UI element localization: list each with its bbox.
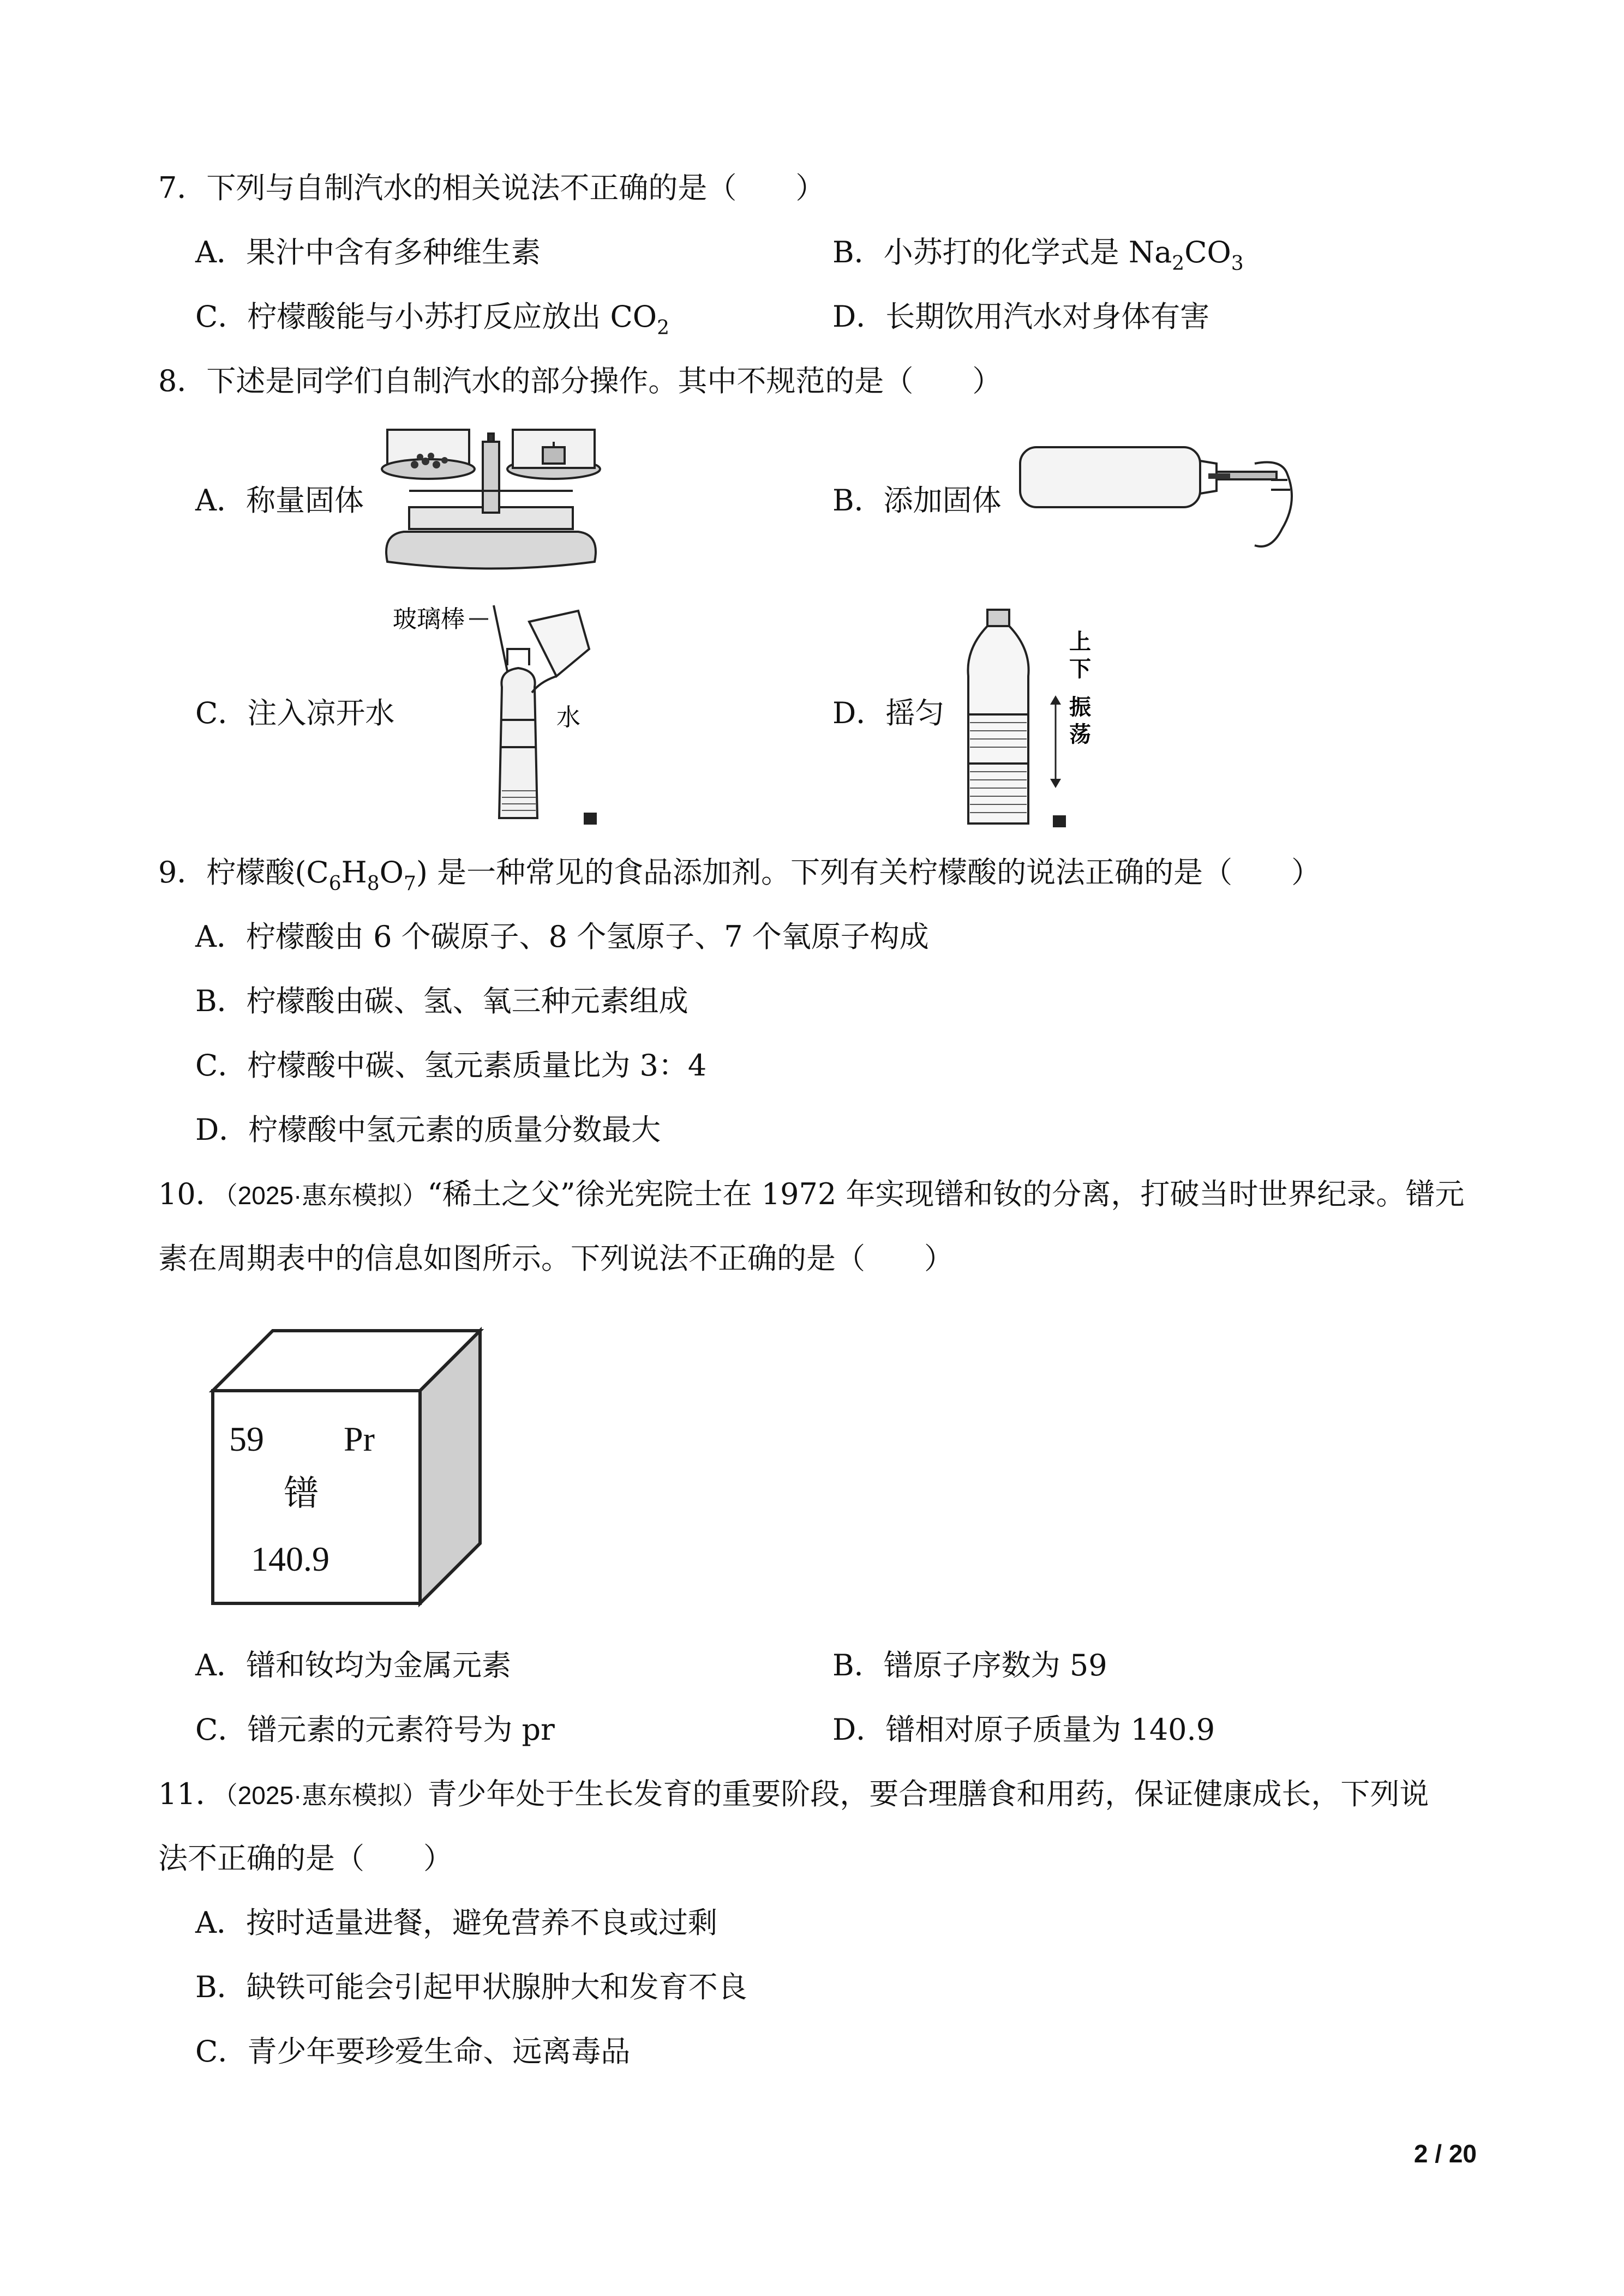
q8-option-a: A．称量固体 [195, 483, 364, 518]
q9-option-d: D．柠檬酸中氢元素的质量分数最大 [195, 1113, 661, 1147]
element-cell-praseodymium [207, 1325, 491, 1609]
q11-option-c: C．青少年要珍爱生命、远离毒品 [195, 2034, 631, 2069]
page-number: 2 / 20 [1413, 2139, 1477, 2168]
q10-stem-line2: 素在周期表中的信息如图所示。下列说法不正确的是（ ） [158, 1241, 954, 1276]
q9-stem: 9．柠檬酸$(C_6H_8O_7)$ 是一种常见的食品添加剂。下列有关柠檬酸的说法正确的是（ ） [158, 855, 1321, 895]
shake-label-down: 下 [1069, 657, 1091, 682]
water-label: 水 [556, 704, 580, 731]
q10-option-a: A．镨和钕均为金属元素 [195, 1648, 511, 1682]
shaking-bottle-figure [960, 605, 1124, 834]
q9-option-c: C．柠檬酸中碳、氢元素质量比为 3：4 [195, 1048, 707, 1083]
q11-stem-line2: 法不正确的是（ ） [158, 1841, 453, 1876]
q8-stem: 8．下述是同学们自制汽水的部分操作。其中不规范的是（ ） [158, 364, 1002, 398]
q7-option-c: C．柠檬酸能与小苏打反应放出 $CO_2$ [195, 299, 669, 339]
shake-label-shake2: 荡 [1069, 722, 1091, 747]
pouring-water-figure [393, 600, 666, 829]
shake-label-shake1: 振 [1069, 695, 1091, 720]
q11-option-a: A．按时适量进餐，避免营养不良或过剩 [195, 1906, 717, 1940]
adding-solid-figure [1015, 442, 1298, 562]
q10-option-b: B．镨原子序数为 59 [832, 1648, 1107, 1682]
shake-label-up: 上 [1069, 629, 1091, 654]
element-atomic-mass: 140.9 [251, 1540, 329, 1578]
q9-option-b: B．柠檬酸由碳、氢、氧三种元素组成 [195, 984, 688, 1018]
q10-option-c: C．镨元素的元素符号为 pr [195, 1712, 555, 1747]
q7-option-b: B．小苏打的化学式是 $Na_2CO_3$ [832, 235, 1244, 275]
q8-option-b: B．添加固体 [832, 483, 1002, 518]
q11-stem-line1: 11．（2025·惠东模拟）青少年处于生长发育的重要阶段，要合理膳食和用药，保证健康成长，下列说 [158, 1777, 1429, 1811]
q10-option-d: D．镨相对原子质量为 140.9 [832, 1712, 1215, 1747]
q7-stem: 7．下列与自制汽水的相关说法不正确的是（ ） [158, 171, 825, 205]
q11-option-b: B．缺铁可能会引起甲状腺肿大和发育不良 [195, 1970, 747, 2004]
glass-rod-label: 玻璃棒 [393, 605, 465, 633]
q7-option-a: A．果汁中含有多种维生素 [195, 235, 541, 269]
q8-option-c: C．注入凉开水 [195, 696, 395, 730]
element-symbol: Pr [344, 1420, 375, 1458]
q10-stem-line1: 10．（2025·惠东模拟）“稀土之父”徐光宪院士在 1972 年实现镨和钕的分离，打破当时世界纪录。镨元 [158, 1177, 1465, 1211]
element-name: 镨 [284, 1474, 319, 1514]
element-atomic-number: 59 [229, 1420, 264, 1458]
q8-option-d: D．摇匀 [832, 696, 945, 730]
balance-scale-figure [376, 425, 606, 578]
q9-option-a: A．柠檬酸由 6 个碳原子、8 个氢原子、7 个氧原子构成 [195, 919, 929, 954]
q7-option-d: D．长期饮用汽水对身体有害 [832, 299, 1210, 334]
